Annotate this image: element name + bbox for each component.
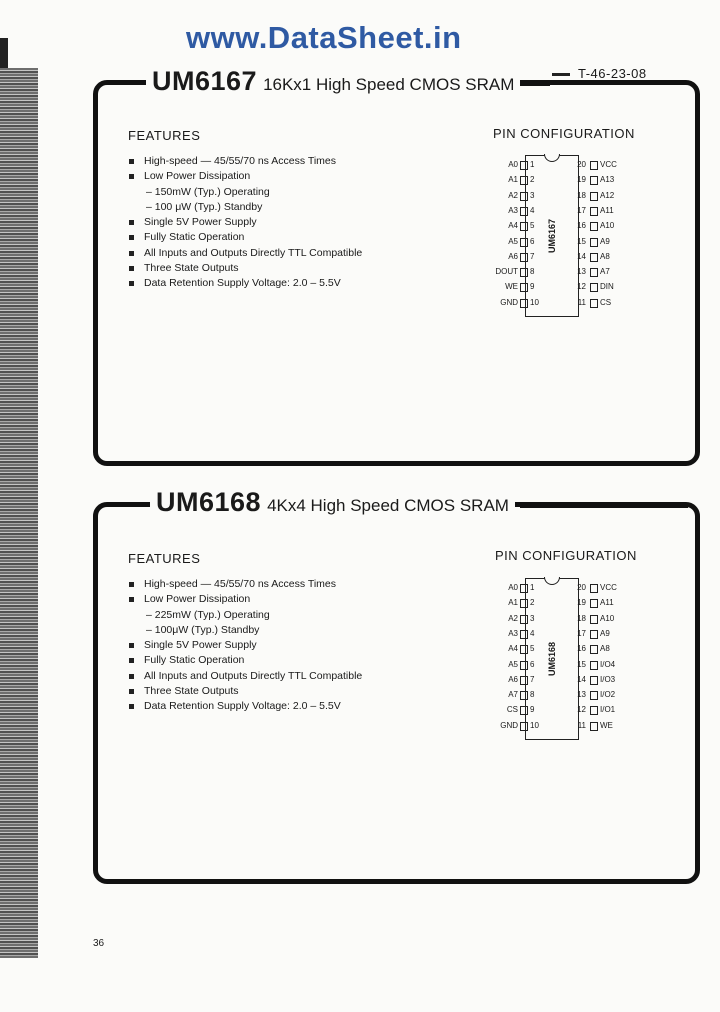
pin-number-left: 8 bbox=[530, 690, 535, 700]
section-title bbox=[146, 66, 520, 97]
pin-config-heading: PIN CONFIGURATION bbox=[495, 548, 637, 563]
pin-number-right: 14 bbox=[577, 251, 586, 261]
pin-lead-left bbox=[520, 161, 528, 170]
pin-name-right: I/O2 bbox=[600, 690, 616, 700]
pin-number-left: 2 bbox=[530, 175, 535, 185]
feature-item: Single 5V Power Supply bbox=[128, 215, 362, 230]
pin-name-right: I/O3 bbox=[600, 674, 616, 684]
chip-label: UM6168 bbox=[547, 641, 557, 677]
pin-name-left: GND bbox=[500, 297, 518, 307]
pin-number-right: 17 bbox=[577, 628, 586, 638]
pin-name-left: A5 bbox=[508, 236, 518, 246]
pin-number-right: 18 bbox=[577, 613, 586, 623]
pin-name-right: I/O1 bbox=[600, 705, 616, 715]
pin-name-right: A11 bbox=[600, 205, 614, 215]
pin-number-right: 20 bbox=[577, 160, 586, 169]
pin-number-right: 19 bbox=[577, 598, 586, 608]
pin-number-right: 12 bbox=[577, 705, 586, 715]
pin-number-right: 18 bbox=[577, 190, 586, 200]
pin-row bbox=[490, 296, 630, 311]
pin-name-right: A10 bbox=[600, 613, 615, 623]
pin-lead-left bbox=[520, 283, 528, 292]
pin-name-right: CS bbox=[600, 297, 612, 307]
pin-name-right: A9 bbox=[600, 628, 610, 638]
pin-lead-left bbox=[520, 299, 528, 308]
pin-lead-left bbox=[520, 630, 528, 639]
feature-item: Fully Static Operation bbox=[128, 653, 362, 668]
pin-lead-left bbox=[520, 192, 528, 201]
pin-lead-right bbox=[590, 268, 598, 277]
part-number: UM6168 bbox=[156, 487, 262, 517]
pin-name-left: DOUT bbox=[495, 267, 518, 277]
pin-lead-right bbox=[590, 584, 598, 593]
pin-name-left: A3 bbox=[508, 205, 518, 215]
pin-name-right: A13 bbox=[600, 175, 615, 185]
feature-item: Single 5V Power Supply bbox=[128, 638, 362, 653]
pin-name-left: A0 bbox=[508, 160, 518, 169]
pin-number-left: 8 bbox=[530, 267, 535, 277]
pin-number-left: 4 bbox=[530, 205, 535, 215]
pin-lead-left bbox=[520, 676, 528, 685]
pin-lead-right bbox=[590, 207, 598, 216]
feature-item: Three State Outputs bbox=[128, 261, 362, 276]
chip-label: UM6167 bbox=[547, 218, 557, 254]
pin-name-right: VCC bbox=[600, 160, 617, 169]
part-number: UM6167 bbox=[152, 66, 258, 96]
feature-item: Low Power Dissipation bbox=[128, 169, 362, 184]
pin-row bbox=[490, 173, 630, 188]
pin-number-left: 6 bbox=[530, 236, 535, 246]
pin-name-right: A9 bbox=[600, 236, 610, 246]
pin-lead-right bbox=[590, 599, 598, 608]
pin-name-right: WE bbox=[600, 720, 613, 730]
pin-name-left: A3 bbox=[508, 628, 518, 638]
pin-number-right: 16 bbox=[577, 221, 586, 231]
pin-row bbox=[490, 189, 630, 204]
pin-name-left: A1 bbox=[508, 598, 518, 608]
pin-lead-right bbox=[590, 645, 598, 654]
page-number: 36 bbox=[93, 938, 105, 949]
pin-lead-right bbox=[590, 299, 598, 308]
pin-number-left: 5 bbox=[530, 644, 535, 654]
title-rule bbox=[520, 81, 550, 86]
pin-number-right: 16 bbox=[577, 644, 586, 654]
pin-name-left: A6 bbox=[508, 251, 518, 261]
pin-row bbox=[490, 204, 630, 219]
pin-number-left: 10 bbox=[530, 297, 539, 307]
pin-lead-right bbox=[590, 238, 598, 247]
features-list bbox=[128, 154, 362, 292]
pin-number-left: 9 bbox=[530, 282, 535, 292]
pin-name-right: A8 bbox=[600, 644, 610, 654]
pin-lead-right bbox=[590, 176, 598, 185]
pin-lead-left bbox=[520, 176, 528, 185]
pin-lead-left bbox=[520, 222, 528, 231]
pin-number-right: 13 bbox=[577, 690, 586, 700]
pin-name-right: A12 bbox=[600, 190, 615, 200]
feature-item: Fully Static Operation bbox=[128, 230, 362, 245]
part-subtitle: 4Kx4 High Speed CMOS SRAM bbox=[267, 496, 509, 515]
pin-number-left: 1 bbox=[530, 160, 535, 169]
pin-lead-right bbox=[590, 706, 598, 715]
pin-name-left: A2 bbox=[508, 190, 518, 200]
pin-row bbox=[490, 219, 630, 234]
pin-row bbox=[490, 719, 630, 734]
pin-name-left: A1 bbox=[508, 175, 518, 185]
pin-name-right: A11 bbox=[600, 598, 614, 608]
feature-subitem: – 225mW (Typ.) Operating bbox=[146, 608, 270, 621]
pin-name-right: A8 bbox=[600, 251, 610, 261]
pin-number-left: 6 bbox=[530, 659, 535, 669]
feature-subitem: – 100 μW (Typ.) Standby bbox=[146, 200, 263, 213]
pin-lead-right bbox=[590, 691, 598, 700]
pin-name-right: DIN bbox=[600, 282, 614, 292]
feature-item: Low Power Dissipation bbox=[128, 592, 362, 607]
pin-lead-left bbox=[520, 253, 528, 262]
pin-name-right: A10 bbox=[600, 221, 615, 231]
features-heading: FEATURES bbox=[128, 551, 201, 566]
feature-item: Data Retention Supply Voltage: 2.0 – 5.5V bbox=[128, 699, 362, 714]
pin-number-left: 1 bbox=[530, 583, 535, 592]
pin-row bbox=[490, 265, 630, 280]
pin-lead-left bbox=[520, 722, 528, 731]
pin-lead-right bbox=[590, 253, 598, 262]
pin-lead-left bbox=[520, 615, 528, 624]
pin-lead-left bbox=[520, 691, 528, 700]
doc-number-rule bbox=[552, 73, 570, 76]
pin-name-left: A5 bbox=[508, 659, 518, 669]
pin-lead-left bbox=[520, 207, 528, 216]
pin-lead-right bbox=[590, 283, 598, 292]
feature-item: High-speed — 45/55/70 ns Access Times bbox=[128, 577, 362, 592]
pin-row bbox=[490, 703, 630, 718]
pin-lead-left bbox=[520, 238, 528, 247]
pin-name-left: CS bbox=[506, 705, 518, 715]
feature-item: Data Retention Supply Voltage: 2.0 – 5.5V bbox=[128, 276, 362, 291]
pin-number-right: 13 bbox=[577, 267, 586, 277]
pin-row bbox=[490, 250, 630, 265]
feature-subitem: – 100μW (Typ.) Standby bbox=[146, 623, 260, 636]
pin-row bbox=[490, 688, 630, 703]
feature-item: All Inputs and Outputs Directly TTL Compatible bbox=[128, 246, 362, 261]
pin-number-right: 20 bbox=[577, 583, 586, 592]
pin-number-left: 3 bbox=[530, 613, 535, 623]
pin-number-left: 7 bbox=[530, 674, 535, 684]
pin-config-heading: PIN CONFIGURATION bbox=[493, 126, 635, 141]
pin-row bbox=[490, 627, 630, 642]
pin-name-left: A0 bbox=[508, 583, 518, 592]
pin-number-right: 15 bbox=[577, 659, 586, 669]
pin-row bbox=[490, 581, 630, 596]
pin-number-right: 14 bbox=[577, 674, 586, 684]
pin-lead-left bbox=[520, 661, 528, 670]
pin-lead-right bbox=[590, 192, 598, 201]
pin-row bbox=[490, 280, 630, 295]
pin-lead-left bbox=[520, 706, 528, 715]
pin-lead-left bbox=[520, 584, 528, 593]
pin-row bbox=[490, 612, 630, 627]
feature-item: All Inputs and Outputs Directly TTL Compatible bbox=[128, 669, 362, 684]
feature-subitem: – 150mW (Typ.) Operating bbox=[146, 185, 270, 198]
pin-number-left: 9 bbox=[530, 705, 535, 715]
pin-name-left: A2 bbox=[508, 613, 518, 623]
pin-lead-left bbox=[520, 268, 528, 277]
pin-number-left: 5 bbox=[530, 221, 535, 231]
pin-number-right: 17 bbox=[577, 205, 586, 215]
pin-row bbox=[490, 673, 630, 688]
pin-row bbox=[490, 658, 630, 673]
pin-number-right: 15 bbox=[577, 236, 586, 246]
part-subtitle: 16Kx1 High Speed CMOS SRAM bbox=[263, 75, 515, 94]
pin-name-left: WE bbox=[505, 282, 518, 292]
pin-name-left: A6 bbox=[508, 674, 518, 684]
pin-name-right: I/O4 bbox=[600, 659, 616, 669]
pin-lead-right bbox=[590, 722, 598, 731]
pin-lead-left bbox=[520, 645, 528, 654]
pin-lead-right bbox=[590, 161, 598, 170]
pin-name-left: GND bbox=[500, 720, 518, 730]
feature-item: Three State Outputs bbox=[128, 684, 362, 699]
pin-name-right: VCC bbox=[600, 583, 617, 592]
pin-number-left: 7 bbox=[530, 251, 535, 261]
scan-edge-shadow bbox=[0, 68, 38, 958]
pin-lead-right bbox=[590, 222, 598, 231]
pin-number-right: 11 bbox=[577, 720, 586, 730]
pin-row bbox=[490, 642, 630, 657]
pin-name-left: A7 bbox=[508, 690, 518, 700]
features-list bbox=[128, 577, 362, 715]
pin-name-right: A7 bbox=[600, 267, 610, 277]
pin-row bbox=[490, 235, 630, 250]
scan-edge-mark bbox=[0, 38, 8, 68]
pin-lead-right bbox=[590, 661, 598, 670]
pin-number-left: 2 bbox=[530, 598, 535, 608]
pin-row bbox=[490, 596, 630, 611]
title-rule bbox=[520, 503, 688, 508]
pin-number-right: 12 bbox=[577, 282, 586, 292]
features-heading: FEATURES bbox=[128, 128, 201, 143]
pin-number-left: 3 bbox=[530, 190, 535, 200]
pin-name-left: A4 bbox=[508, 221, 518, 231]
watermark: www.DataSheet.in bbox=[186, 20, 462, 55]
pin-number-right: 19 bbox=[577, 175, 586, 185]
pin-number-left: 4 bbox=[530, 628, 535, 638]
pin-lead-left bbox=[520, 599, 528, 608]
pin-number-right: 11 bbox=[577, 297, 586, 307]
pin-lead-right bbox=[590, 630, 598, 639]
feature-item: High-speed — 45/55/70 ns Access Times bbox=[128, 154, 362, 169]
pin-row bbox=[490, 158, 630, 173]
pin-lead-right bbox=[590, 615, 598, 624]
pin-lead-right bbox=[590, 676, 598, 685]
doc-number: T-46-23-08 bbox=[578, 66, 647, 81]
pin-name-left: A4 bbox=[508, 644, 518, 654]
pin-number-left: 10 bbox=[530, 720, 539, 730]
section-title bbox=[150, 487, 515, 518]
